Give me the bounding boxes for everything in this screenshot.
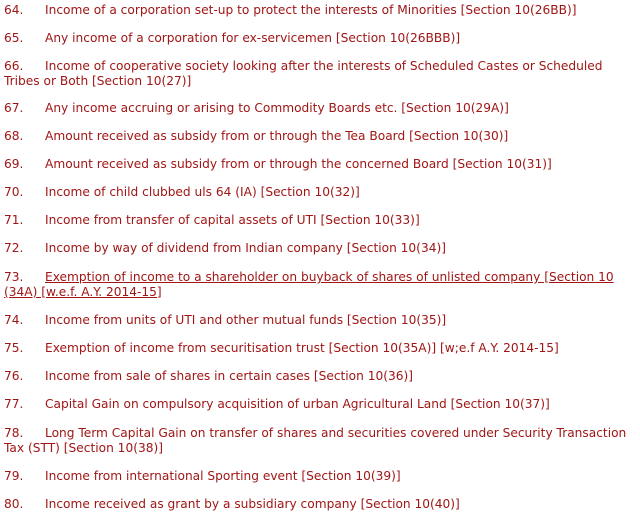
list-item: [4, 397, 634, 412]
list-item: [4, 157, 634, 172]
item-text: Income received as grant by a subsidiary company [Section 10(40)]: [45, 497, 460, 511]
item-text: Amount received as subsidy from or through the concerned Board [Section 10(31)]: [45, 157, 552, 171]
item-text: Income by way of dividend from Indian company [Section 10(34)]: [45, 241, 446, 255]
item-number: 67.: [4, 101, 24, 115]
list-item: [4, 341, 634, 356]
item-number: 77.: [4, 397, 24, 411]
item-number: 71.: [4, 213, 24, 227]
item-text: Income of cooperative society looking after the interests of Scheduled Castes or Scheduled Tribes or Both [Section 10(27)]: [4, 59, 603, 88]
list-item: [4, 185, 634, 200]
item-text: Amount received as subsidy from or through the Tea Board [Section 10(30)]: [45, 129, 509, 143]
list-item: [4, 3, 634, 18]
list-item: [4, 369, 634, 384]
item-text: Any income accruing or arising to Commodity Boards etc. [Section 10(29A)]: [45, 101, 509, 115]
item-text: Income from international Sporting event [Section 10(39)]: [45, 469, 401, 483]
item-number: 66.: [4, 59, 24, 73]
list-item: [4, 59, 634, 89]
item-text: Income from sale of shares in certain cases [Section 10(36)]: [45, 369, 414, 383]
item-number: 75.: [4, 341, 24, 355]
list-item: [4, 426, 634, 456]
item-text: Income from transfer of capital assets of UTI [Section 10(33)]: [45, 213, 420, 227]
item-number: 64.: [4, 3, 24, 17]
item-number: 69.: [4, 157, 24, 171]
item-number: 65.: [4, 31, 24, 45]
item-number: 79.: [4, 469, 24, 483]
item-text[interactable]: Exemption of income to a shareholder on buyback of shares of unlisted company [Section 10 (34A) [w.e.f. A.Y. 2014-15]: [4, 270, 614, 299]
list-item: [4, 129, 634, 144]
item-text: Income of a corporation set-up to protect the interests of Minorities [Section 10(26BB)]: [45, 3, 577, 17]
item-text: Long Term Capital Gain on transfer of shares and securities covered under Security Transaction Tax (STT) [Section 10(38)]: [4, 426, 627, 455]
item-number: 80.: [4, 497, 24, 511]
item-number: 70.: [4, 185, 24, 199]
item-text: Exemption of income from securitisation trust [Section 10(35A)] [w;e.f A.Y. 2014-15]: [45, 341, 559, 355]
list-item: [4, 241, 634, 256]
item-number: 78.: [4, 426, 24, 440]
list-item: [4, 213, 634, 228]
list-item-link[interactable]: [4, 270, 634, 300]
list-item: [4, 31, 634, 46]
item-number: 76.: [4, 369, 24, 383]
item-number: 74.: [4, 313, 24, 327]
item-text: Income of child clubbed uls 64 (IA) [Section 10(32)]: [45, 185, 360, 199]
list-item: [4, 469, 634, 484]
item-text: Any income of a corporation for ex-servicemen [Section 10(26BBB)]: [45, 31, 461, 45]
item-text: Income from units of UTI and other mutual funds [Section 10(35)]: [45, 313, 447, 327]
item-number: 68.: [4, 129, 24, 143]
list-item: [4, 313, 634, 328]
item-number: 72.: [4, 241, 24, 255]
list-item: [4, 101, 634, 116]
item-number[interactable]: 73.: [4, 270, 24, 284]
item-text: Capital Gain on compulsory acquisition of urban Agricultural Land [Section 10(37)]: [45, 397, 550, 411]
list-item: [4, 497, 634, 512]
